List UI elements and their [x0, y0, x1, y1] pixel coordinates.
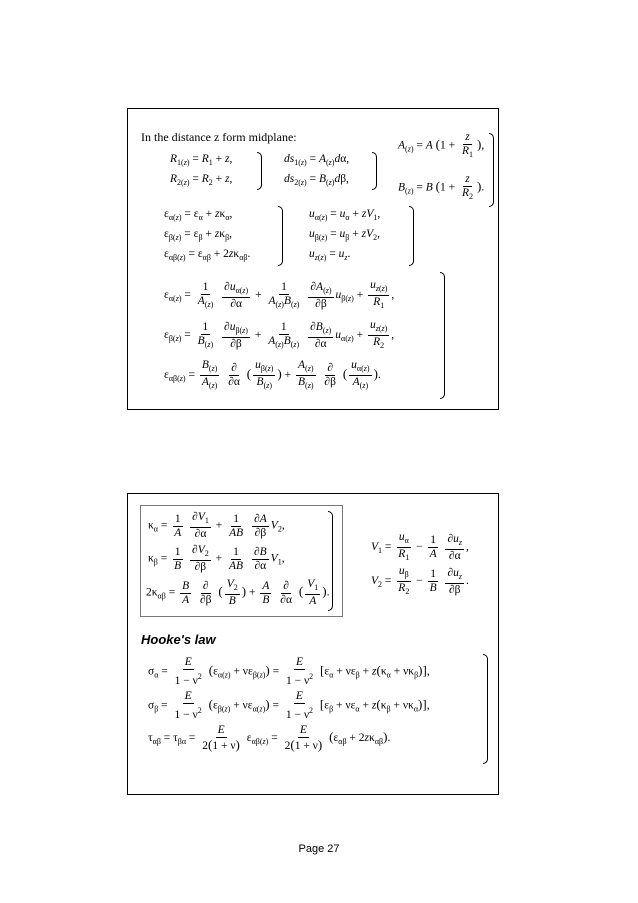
brace-eps — [278, 206, 283, 266]
eq-eps-alphabeta-z: $\varepsilon_{\alpha\beta(z)} = \varepsilon_{\alpha\beta} + 2z\kappa_{\alpha\beta}$. — [164, 248, 251, 262]
eq-kappa-alpha: $\kappa_\alpha$ = $\frac{1}{A}$ $\frac{\partial V_1}{\partial\alpha}$ + $\frac{1}{AB}$ $\frac{\partial A}{\partial\beta}$ $V_2$, — [148, 511, 285, 540]
eq-R2z: $R_{2(z)} = R_2 + z$, — [170, 173, 233, 187]
slide-midplane-strains — [127, 108, 499, 410]
brace-R — [257, 152, 262, 190]
eq-R1z: $R_{1(z)} = R_1 + z$, — [170, 153, 233, 167]
eq-tau-alphabeta: $\tau_{\alpha\beta} = \tau_{\beta\alpha}$ = $\frac{E}{2(1 + \nu)}$ $\varepsilon_{\alpha\beta(z)}$ = $\frac{E}{2(1 + \nu)}$ $(\varepsilon_{\alpha\beta} + 2z\kappa_{\alpha\beta})$. — [148, 724, 391, 752]
eq-u-beta-z: $u_{\beta(z)} = u_\beta + zV_2$, — [309, 228, 380, 242]
eq-V2: $V_2$ = $\frac{u_\beta}{R_2}$ − $\frac{1}{B}$ $\frac{\partial u_z}{\partial\beta}$ . — [371, 565, 469, 596]
slide-hookes-law — [127, 493, 499, 795]
eq-ds2z: $ds_{2(z)} = B_{(z)}d\beta$, — [284, 173, 349, 187]
intro-text: In the distance z form midplane: — [141, 130, 297, 144]
page-number: Page 27 — [298, 843, 340, 855]
eq-eps-alpha-z: $\varepsilon_{\alpha(z)} = \varepsilon_\alpha + z\kappa_\alpha$, — [164, 208, 233, 222]
brace-AB — [489, 133, 494, 207]
eq-eps-beta-z: $\varepsilon_{\beta(z)} = \varepsilon_\beta + z\kappa_\beta$, — [164, 228, 233, 242]
eq-ds1z: $ds_{1(z)} = A_{(z)}d\alpha$, — [284, 153, 350, 167]
eq-Bz: $B_{(z)} = B$ (1 + $\frac{z}{R_2}$ ). — [398, 173, 485, 201]
eq-sigma-alpha: $\sigma_\alpha$ = $\frac{E}{1 - \nu^2}$ $(\varepsilon_{\alpha(z)} + \nu\varepsilon_{\beta(z)})$ = $\frac{E}{1 - \nu^2}$ $[\varepsilon_\alpha + \nu\varepsilon_\beta + z(\kappa_\alpha + \nu\kappa_\beta)]$, — [148, 656, 430, 687]
section-title-hookes-law: Hooke's law — [141, 632, 216, 647]
eq-kappa-alphabeta: $2\kappa_{\alpha\beta}$ = $\frac{B}{A}$ $\frac{\partial}{\partial\beta}$ ( $\frac{V_2}{B}$ ) + $\frac{A}{B}$ $\frac{\partial}{\partial\alpha}$ ( $\frac{V_1}{A}$ ). — [146, 578, 330, 607]
brace-u — [409, 206, 414, 266]
brace-kappa — [328, 511, 333, 611]
eq-strain-beta: $\varepsilon_{\beta(z)}$ = $\frac{1}{B_{(z)}}$ $\frac{\partial u_{\beta(z)}}{\partial\beta}$ + $\frac{1}{A_{(z)}B_{(z)}}$ $\frac{\partial B_{(z)}}{\partial\alpha}$ $u_{\alpha(z)}$ + $\frac{u_{z(z)}}{R_2}$ , — [164, 319, 395, 350]
eq-strain-alpha: $\varepsilon_{\alpha(z)}$ = $\frac{1}{A_{(z)}}$ $\frac{\partial u_{\alpha(z)}}{\partial\alpha}$ + $\frac{1}{A_{(z)}B_{(z)}}$ $\frac{\partial A_{(z)}}{\partial\beta}$ $u_{\beta(z)}$ + $\frac{u_{z(z)}}{R_1}$ , — [164, 279, 395, 310]
eq-Az: $A_{(z)} = A$ (1 + $\frac{z}{R_1}$ ), — [398, 131, 485, 159]
brace-strain — [440, 272, 445, 399]
eq-sigma-beta: $\sigma_\beta$ = $\frac{E}{1 - \nu^2}$ $(\varepsilon_{\beta(z)} + \nu\varepsilon_{\alpha(z)})$ = $\frac{E}{1 - \nu^2}$ $[\varepsilon_\beta + \nu\varepsilon_\alpha + z(\kappa_\beta + \nu\kappa_\alpha)]$, — [148, 690, 430, 721]
eq-kappa-beta: $\kappa_\beta$ = $\frac{1}{B}$ $\frac{\partial V_2}{\partial\beta}$ + $\frac{1}{AB}$ $\frac{\partial B}{\partial\alpha}$ $V_1$, — [148, 544, 285, 573]
eq-strain-alphabeta: $\varepsilon_{\alpha\beta(z)}$ = $\frac{B_{(z)}}{A_{(z)}}$ $\frac{\partial}{\partial\alpha}$ ( $\frac{u_{\beta(z)}}{B_{(z)}}$ ) + $\frac{A_{(z)}}{B_{(z)}}$ $\frac{\partial}{\partial\beta}$ ( $\frac{u_{\alpha(z)}}{A_{(z)}}$ ). — [164, 359, 381, 390]
eq-u-z-z: $u_{z(z)} = u_z$. — [309, 248, 351, 262]
brace-hooke — [483, 654, 488, 764]
eq-u-alpha-z: $u_{\alpha(z)} = u_\alpha + zV_1$, — [309, 208, 381, 222]
eq-V1: $V_1$ = $\frac{u_\alpha}{R_1}$ − $\frac{1}{A}$ $\frac{\partial u_z}{\partial\alpha}$ , — [371, 531, 469, 562]
brace-ds — [372, 152, 377, 190]
